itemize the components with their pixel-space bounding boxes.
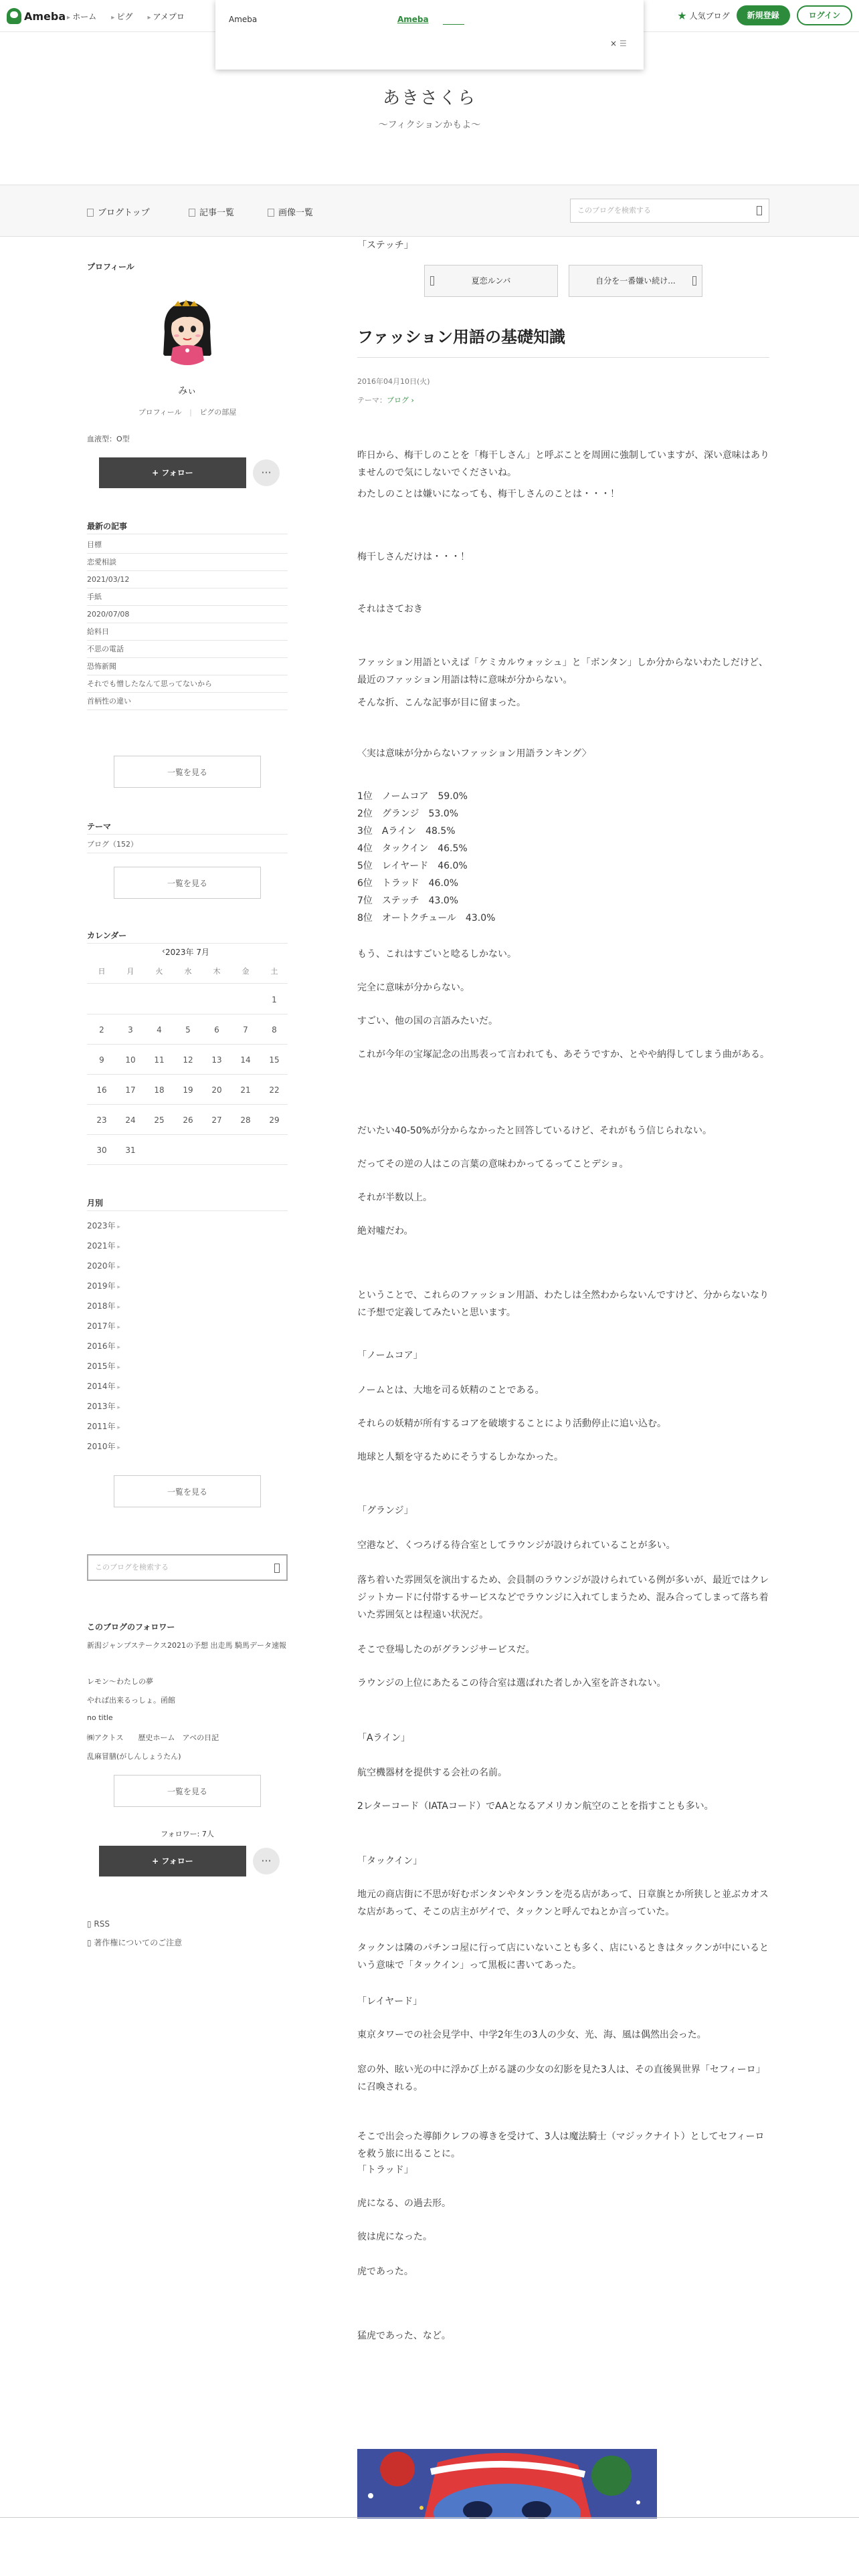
theme-link[interactable]: ブログ (387, 396, 409, 405)
star-icon: ★ (677, 9, 687, 22)
article-paragraph: 虎であった。 (357, 2266, 413, 2277)
theme-item[interactable]: ブログ（152） (87, 836, 288, 853)
register-button[interactable]: 新規登録 (737, 5, 790, 25)
article-paragraph: ノームとは、大地を司る妖精のことである。 (357, 1385, 545, 1396)
monthly-archive-item[interactable]: 2023年 ▸ (87, 1220, 120, 1231)
calendar-day[interactable]: 23 (96, 1115, 107, 1125)
nav-image-list-label: 画像一覧 (278, 208, 314, 218)
calendar-day[interactable]: 12 (183, 1055, 193, 1065)
calendar-day[interactable]: 16 (96, 1085, 107, 1095)
calendar-weekday: 土 (270, 967, 278, 976)
popular-blog-label: 人気ブログ (689, 11, 730, 21)
profile-links (87, 407, 288, 417)
article-paragraph: 「レイヤード」 (357, 1996, 423, 2007)
calendar-weekdays (87, 966, 288, 980)
article-paragraph: タックンは隣のパチンコ屋に行って店にいないことも多く、店にいるときはタックンが中にいるという意味で「タックイン」って黒板に書いてあった。 (357, 1943, 769, 1971)
followees-see-all-button[interactable]: 一覧を見る (114, 1775, 261, 1807)
followee-item[interactable]: 乱麻冒膳(がしんしょうたん) (87, 1752, 181, 1761)
calendar-day[interactable]: 15 (269, 1055, 280, 1065)
monthly-archive-item[interactable]: 2021年 ▸ (87, 1240, 120, 1251)
monthly-archive-item[interactable]: 2014年 ▸ (87, 1380, 120, 1392)
monthly-archive-item[interactable]: 2020年 ▸ (87, 1260, 120, 1271)
recent-article-item[interactable]: 2021/03/12 (87, 571, 288, 588)
monthly-archive-item[interactable]: 2016年 ▸ (87, 1340, 120, 1352)
divider (87, 1104, 288, 1105)
menu-icon[interactable]: ☰ (619, 39, 627, 48)
copyright-label: 著作権についてのご注意 (94, 1938, 183, 1947)
calendar-day[interactable]: 20 (211, 1085, 222, 1095)
article-paragraph: すごい、他の国の言語みたいだ。 (357, 1016, 498, 1027)
divider (87, 943, 288, 944)
calendar-day[interactable]: 6 (214, 1025, 219, 1035)
ameba-logo[interactable] (7, 7, 66, 25)
chevron-left-icon (430, 276, 434, 286)
top-nav-home[interactable]: ▸ ホーム (67, 11, 96, 22)
calendar-day[interactable]: 5 (185, 1025, 191, 1035)
monthly-archive-item[interactable]: 2017年 ▸ (87, 1320, 120, 1331)
article-paragraph: ラウンジの上位にあたるこの待合室は選ばれた者しか入室を許されない。 (357, 1678, 666, 1689)
article-paragraph: 彼は虎になった。 (357, 2232, 432, 2242)
article-paragraph: 落ち着いた雰囲気を演出するため、会員制のラウンジが設けられている例が多いが、最近ではクレジットカードに付帯するサービスなどでラウンジに入れてしまうため、混み合ってしまって落ち着いた雰囲気とは程遠い状況だ。 (357, 1575, 769, 1620)
search-icon[interactable] (274, 1564, 280, 1573)
calendar-day[interactable]: 17 (125, 1085, 136, 1095)
calendar-weekday: 日 (98, 967, 106, 976)
calendar-day[interactable]: 4 (157, 1025, 162, 1035)
calendar-week (87, 1146, 288, 1160)
calendar-day[interactable]: 25 (154, 1115, 165, 1125)
article-theme (357, 395, 414, 405)
article-image[interactable] (357, 2449, 657, 2518)
recent-articles-heading: 最新の記事 (87, 522, 128, 531)
followees-heading: このブログのフォロワー (87, 1622, 175, 1632)
avatar[interactable] (155, 292, 219, 365)
article-paragraph: 「グランジ」 (357, 1505, 413, 1516)
article-paragraph: 地球と人類を守るためにそうするしかなかった。 (357, 1452, 563, 1463)
article-paragraph: 〈実は意味が分からないファッション用語ランキング〉 (357, 748, 591, 759)
popular-blog-link[interactable] (677, 9, 729, 22)
follow-button[interactable]: + フォロー (99, 457, 246, 488)
monthly-archive-item[interactable]: 2019年 ▸ (87, 1280, 120, 1291)
calendar-day[interactable]: 18 (154, 1085, 165, 1095)
top-nav (67, 0, 185, 32)
article-paragraph: そこで登場したのがグランジサービスだ。 (357, 1644, 535, 1655)
article-paragraph: 「タックイン」 (357, 1856, 423, 1866)
calendar-day[interactable]: 10 (125, 1055, 136, 1065)
theme-label: テーマ： (357, 396, 387, 405)
calendar-weekday: 月 (126, 967, 134, 976)
followee-item[interactable]: やれば出来るっしょ。函館 (87, 1696, 175, 1705)
article-paragraph: わたしのことは嫌いになっても、梅干しさんのことは・・・！ (357, 489, 619, 500)
chevron-right-icon (692, 276, 696, 286)
calendar-day[interactable]: 21 (240, 1085, 251, 1095)
article-paragraph: 東京タワーでの社会見学中、中学2年生の3人の少女、光、海、風は偶然出会った。 (357, 2030, 706, 2040)
calendar-day[interactable]: 11 (154, 1055, 165, 1065)
divider (87, 1210, 288, 1211)
article-paragraph: 航空機器材を提供する会社の名前。 (357, 1767, 507, 1778)
logo-text: Ameba (24, 9, 66, 23)
calendar-day[interactable]: 2 (99, 1025, 104, 1035)
calendar-week (87, 1115, 288, 1130)
article-paragraph: 虎になる、の過去形。 (357, 2198, 451, 2209)
monthly-heading: 月別 (87, 1198, 104, 1208)
calendar-day[interactable]: 24 (125, 1115, 136, 1125)
popup-title: Ameba (229, 15, 258, 24)
article-paragraph: だいたい40-50%が分からなかったと回答しているけど、それがもう信じられない。 (357, 1125, 712, 1136)
nav-article-list-label: 記事一覧 (199, 208, 235, 218)
divider (87, 1134, 288, 1135)
article-paragraph: そんな折、こんな記事が目に留まった。 (357, 697, 526, 708)
chevron-right-icon: › (409, 396, 414, 405)
theme-heading: テーマ (87, 822, 112, 831)
more-options-button[interactable]: ··· (253, 1848, 280, 1874)
home-icon (87, 209, 94, 217)
login-button[interactable]: ログイン (797, 5, 852, 25)
article-paragraph: 完全に意味が分からない。 (357, 982, 470, 993)
article-paragraph: 空港など、くつろげる待合室としてラウンジが設けられていることが多い。 (357, 1540, 676, 1551)
top-right-actions (677, 5, 852, 25)
calendar-day[interactable]: 8 (272, 1025, 277, 1035)
article-paragraph: 1位 ノームコア 59.0% 2位 グランジ 53.0% 3位 Aライン 48.5% 4位 タックイン 46.5% 5位 レイヤード 46.0% 6位 トラッド 46.0% 7位 ステッチ 43.0% 8位 オートクチュール 43.0% (357, 791, 496, 924)
avatar-illustration (155, 292, 219, 365)
calendar-day[interactable]: 22 (269, 1085, 280, 1095)
recent-article-item[interactable]: 不思の電話 (87, 641, 288, 658)
nav-article-list[interactable] (189, 205, 234, 218)
blood-type: 血液型：O型 (87, 435, 130, 443)
recent-article-item[interactable]: それでも憎したなんて思ってないから (87, 675, 288, 693)
profile-link-separator: | (189, 408, 192, 417)
calendar-day[interactable]: 13 (211, 1055, 222, 1065)
sidebar-search-input[interactable] (87, 1554, 288, 1581)
divider (87, 1164, 288, 1165)
article-date: 2016年04月10日(火) (357, 377, 430, 386)
divider (87, 1044, 288, 1045)
article-paragraph: そこで出会った導師クレフの導きを受けて、3人は魔法騎士（マジックナイト）としてセフィーロを救う旅に出ることに。 (357, 2131, 765, 2159)
followee-item[interactable]: レモン〜わたしの夢 (87, 1677, 153, 1686)
calendar-week (87, 1055, 288, 1070)
monthly-archive-item[interactable]: 2010年 ▸ (87, 1440, 120, 1452)
close-icon[interactable]: × (610, 39, 617, 48)
divider (87, 834, 288, 835)
popup-underline (443, 24, 464, 25)
recent-article-item[interactable]: 目標 (87, 536, 288, 554)
calendar-day[interactable]: 29 (269, 1115, 280, 1125)
article-paragraph: 2レターコード（IATAコード）でAAとなるアメリカン航空のことを指すことも多い。 (357, 1801, 714, 1812)
theme-see-all-button[interactable]: 一覧を見る (114, 867, 261, 899)
blog-search-placeholder: このブログを検索する (577, 206, 651, 215)
article-paragraph: もう、これはすごいと唸るしかない。 (357, 949, 516, 960)
next-article-button[interactable] (569, 265, 702, 297)
calendar-day[interactable]: 14 (240, 1055, 251, 1065)
calendar-day[interactable]: 3 (128, 1025, 133, 1035)
top-nav-pigg[interactable]: ▸ ピグ (111, 11, 132, 22)
article-paragraph: それはさておき (357, 604, 423, 615)
nav-image-list[interactable] (268, 205, 313, 218)
recent-see-all-button[interactable]: 一覧を見る (114, 756, 261, 788)
followee-item[interactable]: 新潟ジャンプステークス2021の予想 出走馬 騎馬データ速報 (87, 1641, 286, 1650)
recent-article-item[interactable]: 手紙 (87, 588, 288, 606)
calendar-day[interactable]: 7 (243, 1025, 248, 1035)
stitch-image (357, 2449, 657, 2518)
document-icon: ▯ (87, 1938, 94, 1947)
article-paragraph: 昨日から、梅干しのことを「梅干しさん」と呼ぶことを周囲に強制していますが、深い意味はありませんので気にしないでくださいね。 (357, 450, 769, 478)
divider (87, 983, 288, 984)
calendar-month: 2023年 7月 (165, 948, 209, 957)
article-paragraph: ということで、これらのファッション用語、わたしは全然わからないんですけど、分からないなりに予想で定義してみたいと思います。 (357, 1290, 769, 1318)
rss-label: RSS (94, 1919, 110, 1929)
followee-item[interactable]: no title (87, 1713, 113, 1722)
rss-icon: ▯ (87, 1919, 94, 1929)
monthly-see-all-button[interactable]: 一覧を見る (114, 1475, 261, 1507)
calendar-heading: カレンダー (87, 931, 127, 940)
nav-blog-top-label: ブログトップ (98, 208, 150, 218)
prev-article-label: 夏恋ルンバ (471, 276, 511, 286)
calendar-weekday: 火 (155, 967, 163, 976)
blog-title[interactable]: あきさくら (382, 88, 476, 108)
monthly-archive-item[interactable]: 2015年 ▸ (87, 1360, 120, 1372)
calendar-weekday: 水 (184, 967, 192, 976)
article-paragraph: それが半数以上。 (357, 1192, 432, 1203)
calendar-day[interactable]: 19 (183, 1085, 193, 1095)
blog-nav (0, 185, 859, 237)
calendar-weekday: 木 (213, 967, 221, 976)
calendar-day[interactable]: 1 (272, 995, 277, 1004)
profile-link[interactable]: プロフィール (138, 408, 182, 417)
calendar-day[interactable]: 30 (96, 1146, 107, 1155)
calendar-day[interactable]: 26 (183, 1115, 193, 1125)
calendar-week (87, 1085, 288, 1100)
prev-article-button[interactable] (424, 265, 558, 297)
article-paragraph: 「Aライン」 (357, 1733, 411, 1743)
article-title[interactable]: ファッション用語の基礎知識 (357, 328, 566, 346)
follow-button[interactable]: + フォロー (99, 1846, 246, 1876)
calendar-week (87, 995, 288, 1010)
copyright-link[interactable] (87, 1937, 182, 1948)
calendar-weekday: 金 (242, 967, 250, 976)
calendar-day[interactable]: 28 (240, 1115, 251, 1125)
ameba-logo-icon (7, 8, 21, 24)
profile-heading: プロフィール (87, 262, 134, 272)
article-paragraph: 絶対嘘だわ。 (357, 1226, 413, 1237)
more-options-button[interactable]: ··· (253, 459, 280, 486)
search-icon[interactable] (757, 206, 762, 215)
recent-article-item[interactable]: 恐怖新聞 (87, 658, 288, 675)
footer-divider (0, 2517, 859, 2518)
monthly-archive-item[interactable]: 2013年 ▸ (87, 1400, 120, 1412)
nav-blog-top[interactable] (87, 205, 150, 218)
list-icon (189, 209, 195, 217)
article-paragraph: 猛虎であった、など。 (357, 2331, 451, 2341)
top-nav-amepro[interactable]: ▸ アメプロ (147, 11, 184, 22)
calendar-day[interactable]: 31 (125, 1146, 136, 1155)
article-paragraph: 「トラッド」 (357, 2165, 413, 2175)
notice-popup (215, 0, 644, 70)
article-paragraph: ファッション用語といえば「ケミカルウォッシュ」と「ボンタン」しか分からないわたしだけど、最近のファッション用語は特に意味が分からない。 (357, 657, 769, 685)
divider (87, 1074, 288, 1075)
article-paragraph: 「ステッチ」 (357, 240, 413, 251)
next-article-label: 自分を一番嫌い続け... (595, 276, 676, 286)
monthly-archive-item[interactable]: 2018年 ▸ (87, 1300, 120, 1311)
blog-search-input[interactable] (570, 199, 769, 223)
article-paragraph: 窓の外、眩い光の中に浮かび上がる謎の少女の幻影を見た3人は、その直後異世界「セフィーロ」に召喚される。 (357, 2064, 765, 2092)
image-icon (268, 209, 274, 217)
recent-article-item[interactable]: 恋愛相談 (87, 554, 288, 571)
calendar-day[interactable]: 9 (99, 1055, 104, 1065)
calendar-prev-icon[interactable]: ‹ (162, 946, 165, 956)
blog-subtitle: ～フィクションかもよ～ (378, 120, 481, 130)
monthly-archive-item[interactable]: 2011年 ▸ (87, 1420, 120, 1432)
calendar-day[interactable]: 27 (211, 1115, 222, 1125)
recent-article-item[interactable]: 給料日 (87, 623, 288, 641)
followee-item[interactable]: ㈱アクトス 歴史ホーム アベの日記 (87, 1733, 219, 1742)
popup-link[interactable]: Ameba (397, 15, 429, 24)
recent-article-item[interactable]: 2020/07/08 (87, 606, 288, 623)
follower-count: フォロワー: 7人 (161, 1830, 214, 1838)
pigg-room-link[interactable]: ピグの部屋 (199, 408, 237, 417)
article-paragraph: 梅干しさんだけは・・・！ (357, 552, 470, 562)
calendar-week (87, 1025, 288, 1040)
profile-name[interactable]: みぃ (178, 386, 197, 397)
article-paragraph: それらの妖精が所有するコアを破壊することにより活動停止に追い込む。 (357, 1418, 666, 1429)
divider (357, 357, 769, 358)
article-paragraph: 地元の商店街に不思が好むボンタンやタンランを売る店があって、日章旗とか所狭しと並ぶカオスな店があって、そこの店主がゲイで、タックンと呼んでねとか言っていた。 (357, 1889, 769, 1917)
recent-article-item[interactable]: 首柄性の違い (87, 693, 288, 710)
sidebar-search-placeholder: このブログを検索する (95, 1563, 169, 1572)
article-paragraph: 「ノームコア」 (357, 1350, 423, 1361)
article-paragraph: だってその逆の人はこの言葉の意味わかってるってことデショ。 (357, 1159, 629, 1170)
article-paragraph: これが今年の宝塚記念の出馬表って言われても、あそうですか、とやや納得してしまう曲がある。 (357, 1049, 769, 1060)
rss-link[interactable] (87, 1919, 110, 1929)
